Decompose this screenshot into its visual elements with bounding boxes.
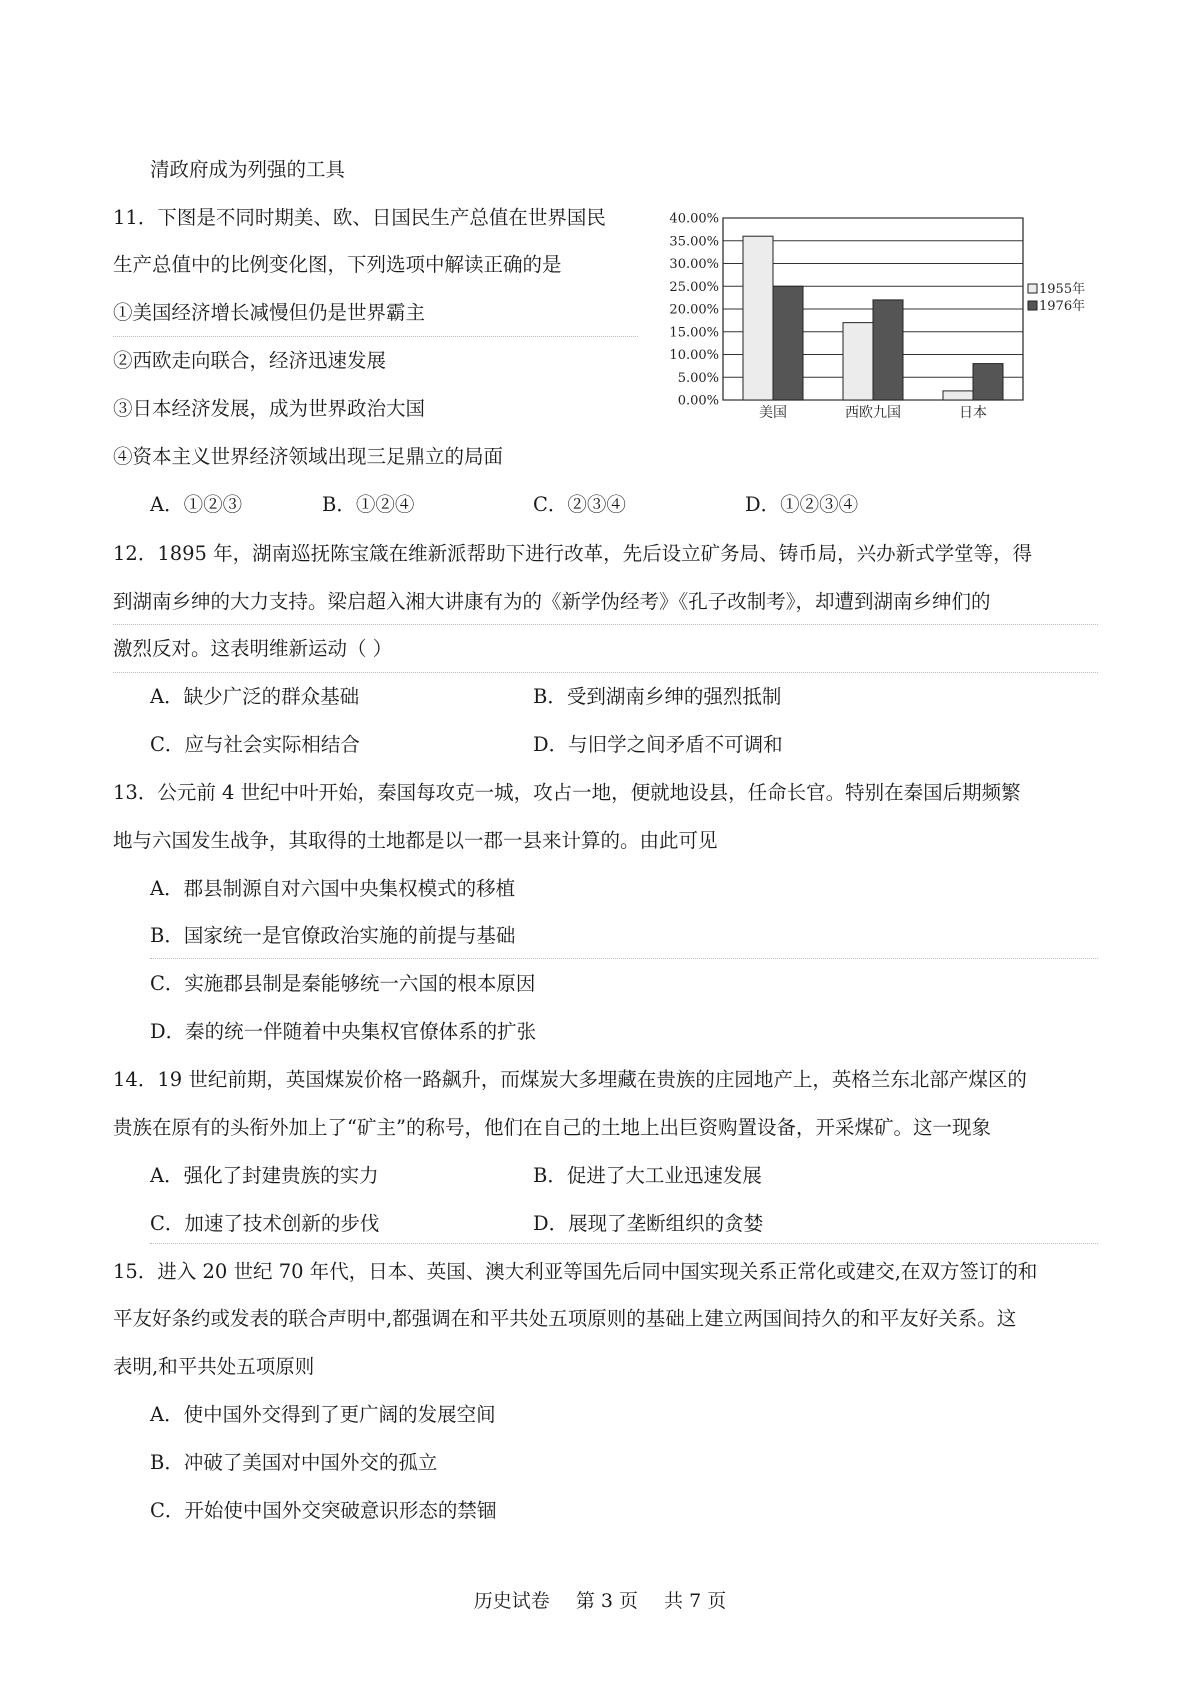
q11-statement-4: ④资本主义世界经济领域出现三足鼎立的局面 [113, 445, 504, 468]
y-tick-label: 15.00% [669, 325, 719, 341]
q15-option-a[interactable]: A．使中国外交得到了更广阔的发展空间 [150, 1403, 496, 1426]
y-tick-label: 35.00% [669, 234, 719, 250]
q11-options [0, 492, 1200, 518]
x-tick-label: 日本 [959, 405, 987, 421]
legend-label: 1955年 [1039, 282, 1086, 297]
x-tick-label: 美国 [759, 405, 787, 421]
footer-page-number: 第 3 页 [575, 1590, 638, 1612]
q12-stem-line3: 激烈反对。这表明维新运动（ ） [113, 637, 393, 660]
q14-stem-line1: 14．19 世纪前期，英国煤炭价格一路飙升，而煤炭大多埋藏在贵族的庄园地产上，英格兰东北部产煤区的 [113, 1068, 1027, 1091]
q15-option-b[interactable]: B．冲破了美国对中国外交的孤立 [150, 1451, 438, 1474]
q13-option-d[interactable]: D．秦的统一伴随着中央集权官僚体系的扩张 [150, 1020, 537, 1043]
bar-1955年 [843, 323, 873, 400]
q11-option-a[interactable]: A．①②③ [150, 493, 243, 516]
q14-options-row2 [0, 1211, 1200, 1237]
q12-stem-line1: 12．1895 年，湖南巡抚陈宝箴在维新派帮助下进行改革，先后设立矿务局、铸币局，兴办新式学堂等，得 [113, 542, 1033, 565]
dotted-rule [150, 958, 1098, 959]
legend-label: 1976年 [1039, 299, 1086, 314]
q11-option-c[interactable]: C．②③④ [533, 493, 626, 516]
q13-option-b[interactable]: B．国家统一是官僚政治实施的前提与基础 [150, 924, 516, 947]
dotted-rule [113, 336, 638, 337]
y-tick-label: 20.00% [669, 302, 719, 318]
q11-option-b[interactable]: B．①②④ [322, 493, 415, 516]
legend-swatch [1028, 301, 1037, 310]
q13-stem-line2: 地与六国发生战争，其取得的土地都是以一郡一县来计算的。由此可见 [113, 829, 718, 852]
q12-option-c[interactable]: C．应与社会实际相结合 [150, 733, 360, 756]
legend-swatch [1028, 284, 1037, 293]
y-tick-label: 5.00% [677, 370, 719, 386]
q12-option-b[interactable]: B．受到湖南乡绅的强烈抵制 [533, 685, 782, 708]
y-tick-label: 30.00% [669, 257, 719, 272]
q12-stem-line2: 到湖南乡绅的大力支持。梁启超入湘大讲康有为的《新学伪经考》《孔子改制考》，却遭到湖南乡绅们的 [113, 590, 991, 613]
dotted-rule [113, 624, 1098, 625]
q12-option-a[interactable]: A．缺少广泛的群众基础 [150, 685, 360, 708]
q14-option-d[interactable]: D．展现了垄断组织的贪婪 [533, 1212, 764, 1235]
q13-option-a[interactable]: A．郡县制源自对六国中央集权模式的移植 [150, 877, 516, 900]
y-tick-label: 0.00% [677, 393, 719, 409]
q14-options-row1 [0, 1163, 1200, 1189]
q15-stem-line1: 15．进入 20 世纪 70 年代，日本、英国、澳大利亚等国先后同中国实现关系正常化或建交,在双方签订的和 [113, 1260, 1038, 1283]
page-footer [0, 1586, 1200, 1613]
bar-1976年 [773, 286, 803, 400]
footer-total-pages: 共 7 页 [664, 1590, 727, 1612]
q11-stem-line1: 11．下图是不同时期美、欧、日国民生产总值在世界国民 [113, 206, 606, 229]
y-tick-label: 25.00% [669, 279, 719, 295]
q14-option-a[interactable]: A．强化了封建贵族的实力 [150, 1164, 379, 1187]
q14-option-b[interactable]: B．促进了大工业迅速发展 [533, 1164, 762, 1187]
continued-option-text: 清政府成为列强的工具 [150, 158, 346, 181]
footer-subject: 历史试卷 [473, 1590, 550, 1612]
q11-statement-2: ②西欧走向联合，经济迅速发展 [113, 349, 387, 372]
q11-statement-3: ③日本经济发展，成为世界政治大国 [113, 397, 426, 420]
dotted-rule [113, 672, 1098, 673]
q12-options-row2 [0, 732, 1200, 758]
bar-1976年 [873, 300, 903, 400]
q14-stem-line2: 贵族在原有的头衔外加上了“矿主”的称号，他们在自己的土地上出巨资购置设备，开采煤矿。这一现象 [113, 1116, 991, 1139]
q14-option-c[interactable]: C．加速了技术创新的步伐 [150, 1212, 380, 1235]
dotted-rule [150, 1243, 1098, 1244]
q12-option-d[interactable]: D．与旧学之间矛盾不可调和 [533, 733, 783, 756]
q15-stem-line3: 表明,和平共处五项原则 [113, 1355, 315, 1378]
gnp-share-bar-chart [648, 198, 1098, 440]
x-tick-label: 西欧九国 [845, 405, 901, 421]
q15-option-c[interactable]: C．开始使中国外交突破意识形态的禁锢 [150, 1499, 497, 1522]
bar-1955年 [943, 391, 973, 400]
q11-statement-1: ①美国经济增长减慢但仍是世界霸主 [113, 301, 426, 324]
y-tick-label: 10.00% [669, 348, 719, 363]
q11-option-d[interactable]: D．①②③④ [745, 493, 859, 516]
q13-stem-line1: 13．公元前 4 世纪中叶开始，秦国每攻克一城，攻占一地，便就地设县，任命长官。特别在秦国后期频繁 [113, 781, 1021, 804]
bar-1976年 [973, 364, 1003, 400]
q13-option-c[interactable]: C．实施郡县制是秦能够统一六国的根本原因 [150, 972, 536, 995]
q11-stem-line2: 生产总值中的比例变化图，下列选项中解读正确的是 [113, 253, 562, 276]
q15-stem-line2: 平友好条约或发表的联合声明中,都强调在和平共处五项原则的基础上建立两国间持久的和平友好关系。这 [113, 1307, 1017, 1330]
q12-options-row1 [0, 684, 1200, 710]
y-tick-label: 40.00% [669, 211, 719, 227]
bar-1955年 [743, 236, 773, 400]
